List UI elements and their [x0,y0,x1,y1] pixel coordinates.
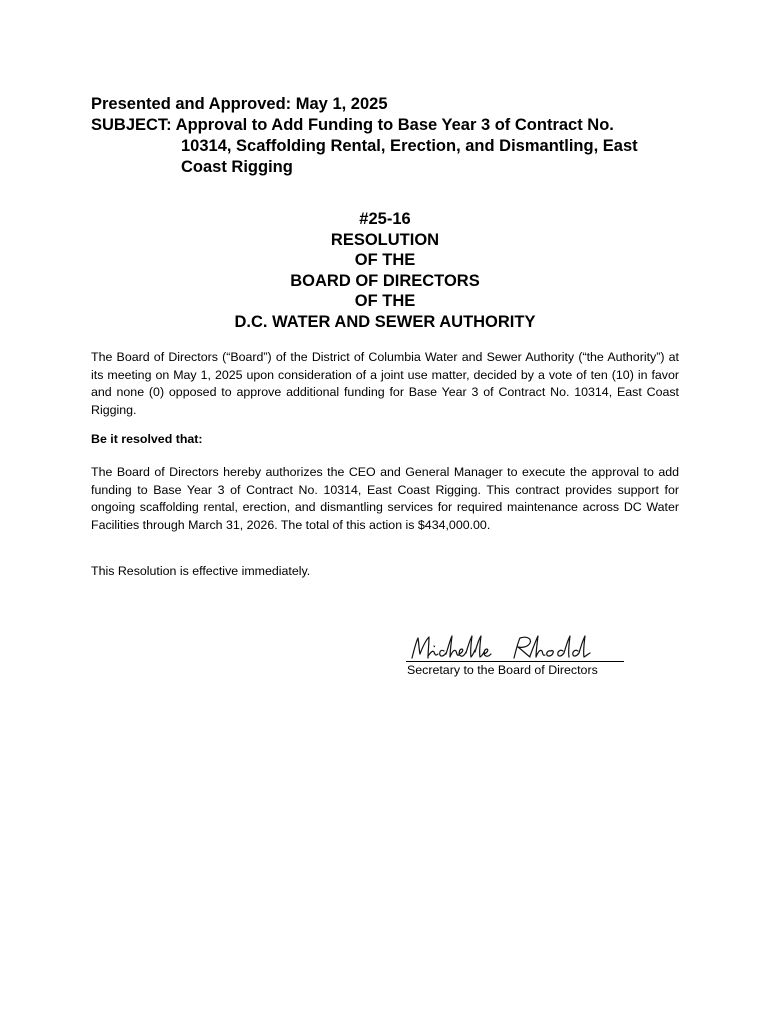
title-line-of-the-1: OF THE [354,251,416,269]
body-paragraph-2: The Board of Directors hereby authorizes the CEO and General Manager to execute the approval to add funding to Base Year 3 of Contract No. 10314, East Coast Rigging. This contract provides support for ongoing scaffolding rental, erection, and dismantling services for required maintenance across DC Water Facilities through March 31, 2026. The total of this action is $434,000.00. [91,465,679,532]
subject-line-3: Coast Rigging [181,158,293,176]
title-line-authority: D.C. WATER AND SEWER AUTHORITY [234,312,536,331]
presented-approved-line: Presented and Approved: May 1, 2025 [91,95,388,113]
body-paragraph-3: This Resolution is effective immediately. [91,564,311,578]
body-paragraph-1: The Board of Directors (“Board”) of the District of Columbia Water and Sewer Authority (“the Authority”) at its meeting on May 1, 2025 upon consideration of a joint use matter, decided by a vote of ten (10) in favor and none (0) opposed to approve additional funding for Base Year 3 of Contract No. 10314, East Coast Rigging. [91,350,679,417]
title-line-board: BOARD OF DIRECTORS [290,271,480,290]
subject-label: SUBJECT: [91,116,172,134]
handwritten-signature [406,630,624,662]
resolution-title [0,209,770,332]
resolved-heading: Be it resolved that: [91,432,203,446]
subject-line-1: Approval to Add Funding to Base Year 3 of Contract No. [175,116,614,134]
resolution-number: #25-16 [359,210,411,228]
signature-caption: Secretary to the Board of Directors [407,663,598,677]
subject-line-2: 10314, Scaffolding Rental, Erection, and Dismantling, East [181,137,638,155]
title-line-of-the-2: OF THE [354,292,416,310]
subject-block [91,115,691,178]
title-line-resolution: RESOLUTION [330,230,440,249]
